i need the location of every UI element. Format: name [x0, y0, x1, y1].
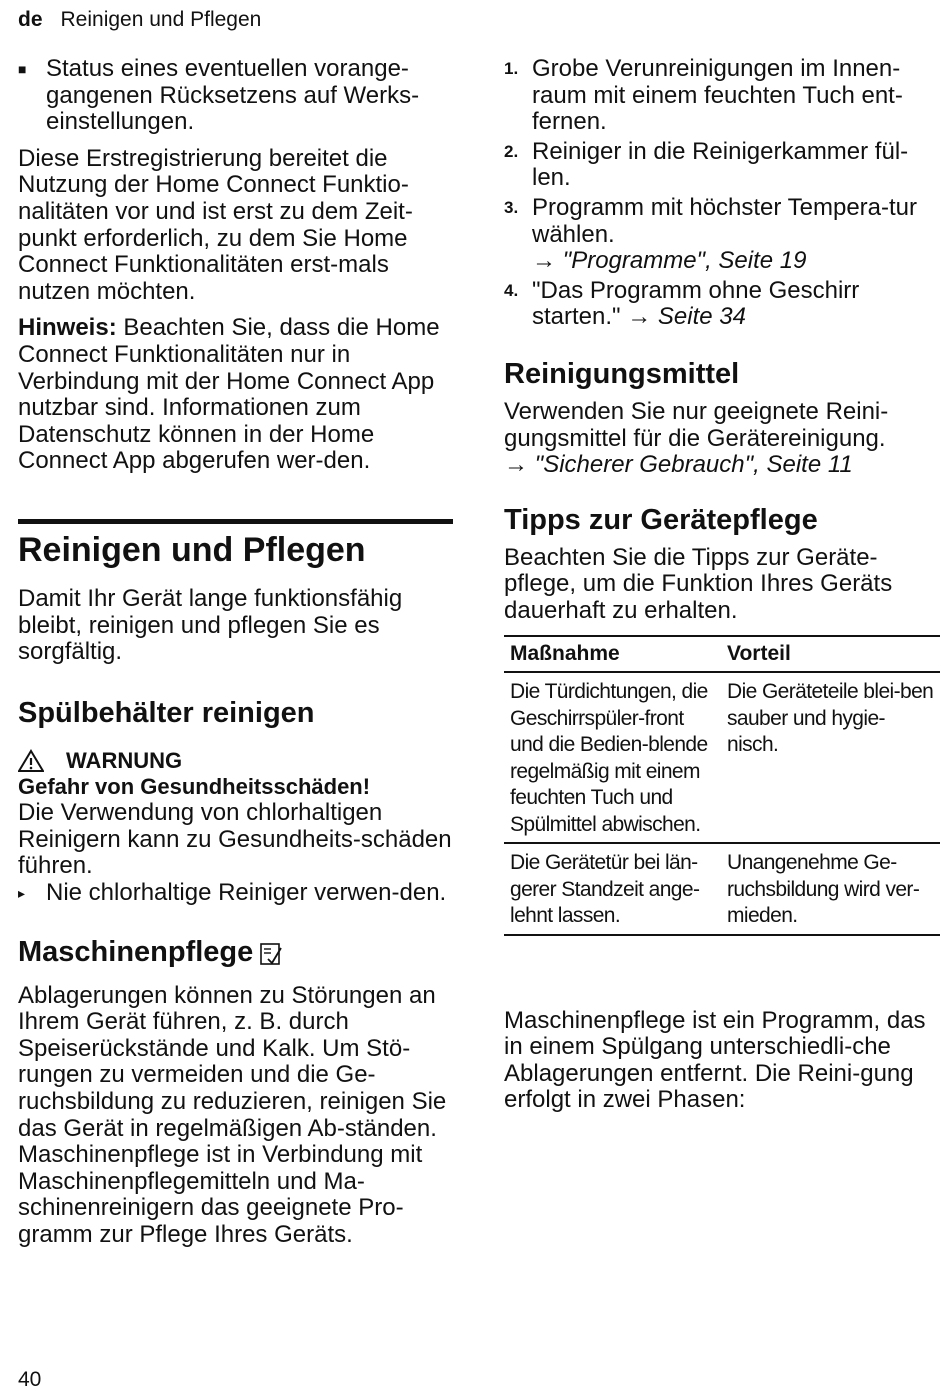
heading-reinigungsmittel: Reinigungsmittel	[504, 357, 740, 390]
reinigungsmittel-reference[interactable]: → "Sicherer Gebrauch", Seite 11	[504, 451, 853, 479]
square-bullet-icon: ■	[18, 61, 27, 77]
table-cell-measure: Die Gerätetür bei län-gerer Standzeit ange-lehnt lassen.	[504, 843, 721, 935]
table-row	[504, 843, 940, 935]
step-text: Programm mit höchster Tempera-tur wählen.	[532, 193, 918, 248]
hint-text: Beachten Sie, dass die Home Connect Funktionalitäten nur in Verbindung mit der Home Connect App nutzbar sind. Informationen zum Datenschutz können in der Home Connect App abgerufen wer-den.	[18, 314, 440, 475]
warning-title: Gefahr von Gesundheitsschäden!	[18, 774, 371, 800]
step-number: 4.	[504, 280, 519, 300]
step-text: Reiniger in die Reinigerkammer fül-len.	[532, 137, 909, 192]
step3-reference[interactable]: → "Programme", Seite 19	[532, 247, 807, 275]
table-header-row	[504, 636, 940, 673]
bullet-reset	[18, 56, 453, 136]
hint-label: Hinweis:	[18, 314, 117, 342]
hint	[18, 315, 453, 475]
table-header-benefit: Vorteil	[721, 636, 940, 673]
step-item	[504, 195, 940, 275]
warning-action	[18, 880, 453, 907]
warning-header	[18, 748, 453, 775]
left-column	[18, 56, 453, 1249]
page-number: 40	[18, 1368, 42, 1391]
warning-label: WARNUNG	[66, 747, 183, 773]
reinigungsmittel-text: Verwenden Sie nur geeignete Reini-gungsmittel für die Gerätereinigung.	[504, 397, 889, 452]
header-lang: de	[18, 8, 43, 31]
step-list	[504, 56, 940, 331]
heading-spuelbehaelter: Spülbehälter reinigen	[18, 696, 315, 729]
arrow-reference-icon: →	[532, 247, 563, 275]
tips-table	[504, 635, 940, 936]
machine-care-icon	[259, 940, 283, 966]
step-number: 3.	[504, 197, 519, 217]
header-section: Reinigen und Pflegen	[60, 8, 262, 31]
mp-para1: Ablagerungen können zu Störungen an Ihrem Gerät führen, z. B. durch Speiserückstände und Kalk. Um Stö-rungen zu vermeiden und die Ge-ruchsbildung zu reduzieren, reinigen Sie das Gerät in regelmäßigen Ab-ständen.	[18, 981, 447, 1142]
table-cell-measure: Die Türdichtungen, die Geschirrspüler-front und die Bedien-blende regelmäßig mit einem feuchten Tuch und Spülmittel abwischen.	[504, 672, 721, 843]
mp-para2: Maschinenpflege ist in Verbindung mit Maschinenpflegemitteln und Ma-schinenreinigern das geeignete Pro-gramm zur Pflege Ihres Geräts.	[18, 1141, 423, 1248]
heading-maschinenpflege: Maschinenpflege	[18, 935, 453, 969]
section-divider	[18, 519, 453, 524]
step-text: Grobe Verunreinigungen im Innen-raum mit einem feuchten Tuch ent-fernen.	[532, 55, 903, 136]
mp-para3: Maschinenpflege ist ein Programm, das in einem Spülgang unterschiedli-che Ablagerungen entfernt. Die Reini-gung erfolgt in zwei Phasen:	[504, 1006, 926, 1114]
section-intro: Damit Ihr Gerät lange funktionsfähig bleibt, reinigen und pflegen Sie es sorgfältig.	[18, 584, 403, 666]
bullet-reset-text: Status eines eventuellen vorange-gangenen Rücksetzens auf Werks-einstellungen.	[46, 55, 420, 136]
warning-text: Die Verwendung von chlorhaltigen Reinigern kann zu Gesundheits-schäden führen.	[18, 799, 452, 880]
page-header	[18, 8, 261, 32]
step4-reference[interactable]: → Seite 34	[627, 303, 746, 331]
table-header-measure: Maßnahme	[504, 636, 721, 673]
step-item	[504, 139, 940, 192]
step-item	[504, 56, 940, 136]
table-cell-benefit: Unangenehme Ge-ruchsbildung wird ver-mieden.	[721, 843, 940, 935]
arrow-reference-icon: →	[627, 303, 658, 331]
step-number: 2.	[504, 141, 519, 161]
table-row	[504, 672, 940, 843]
section-title: Reinigen und Pflegen	[18, 530, 366, 569]
step-item	[504, 278, 940, 331]
arrow-reference-icon: →	[504, 451, 535, 479]
warning-action-text: Nie chlorhaltige Reiniger verwen-den.	[46, 879, 447, 907]
heading-tipps: Tipps zur Gerätepflege	[504, 503, 818, 536]
step-text: "Das Programm ohne Geschirr starten." → Seite 34	[532, 276, 860, 331]
table-cell-benefit: Die Geräteteile blei-ben sauber und hygie-nisch.	[721, 672, 940, 843]
warning-triangle-icon	[18, 749, 44, 773]
step-number: 1.	[504, 59, 519, 78]
right-column	[504, 56, 940, 1114]
triangle-action-icon: ▸	[18, 885, 26, 902]
tipps-intro: Beachten Sie die Tipps zur Geräte-pflege, um die Funktion Ihres Geräts dauerhaft zu erhalten.	[504, 543, 893, 624]
para-registration: Diese Erstregistrierung bereitet die Nutzung der Home Connect Funktio-nalitäten vor und ist erst zu dem Zeit-punkt erforderlich, zu dem Sie Home Connect Funktionalitäten erst-mals nutzen möchten.	[18, 144, 413, 305]
